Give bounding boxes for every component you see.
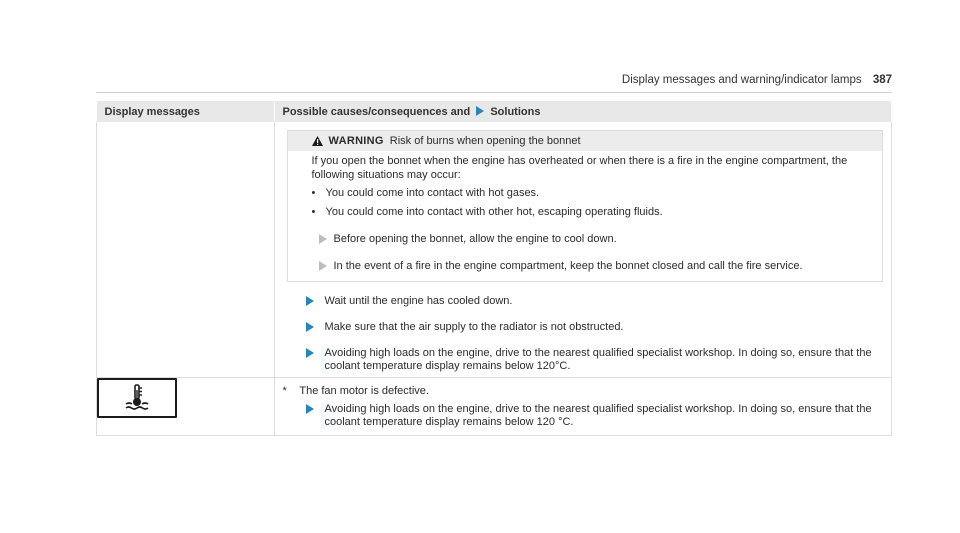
page-header-title: Display messages and warning/indicator lamps [621,74,862,86]
step-arrow-icon [319,234,327,244]
note-text: The fan motor is defective. [299,385,429,397]
warning-title-text: Risk of burns when opening the bonnet [389,135,581,147]
step-arrow-icon [319,261,327,271]
column-header-causes-solutions [274,101,892,122]
table-row [97,122,892,378]
list-item [312,206,873,220]
cause-note [275,378,892,398]
page-number: 387 [872,74,892,86]
bullet-icon: • [311,187,316,199]
solutions-cell [274,122,892,378]
list-item [312,187,873,201]
warning-label: WARNING [328,135,384,147]
bullet-icon: • [311,205,316,218]
step-text: In the event of a fire in the engine compartment, keep the bonnet closed and call the fire service. [333,260,803,272]
warning-intro: If you open the bonnet when the engine has overheated or when there is a fire in the engine compartment, the following situations may occur: [311,155,848,181]
coolant-temperature-icon [97,378,177,418]
step-text: Avoiding high loads on the engine, drive to the nearest qualified specialist workshop. In doing so, ensure that the coolant temperature display remains below 120°C. [321,347,884,373]
warning-header [288,131,883,151]
arrow-right-icon [476,106,484,116]
note-marker: * [282,385,287,397]
action-step [299,321,884,334]
table-row [97,378,892,436]
action-steps [275,295,892,377]
solutions-cell [274,378,892,436]
column-header-prefix: Possible causes/consequences and [282,106,471,118]
step-text: Wait until the engine has cooled down. [324,295,513,307]
page-header [96,74,892,93]
bullet-text: You could come into contact with other hot, escaping operating fluids. [325,205,663,218]
warning-step [312,260,873,273]
step-text: Before opening the bonnet, allow the engine to cool down. [333,233,617,245]
step-arrow-icon [306,404,314,414]
action-step [299,403,884,429]
thermometer-icon [124,384,150,412]
bullet-text: You could come into contact with hot gases. [325,187,540,199]
display-message-cell [97,378,275,436]
warning-box [287,130,884,282]
display-message-cell-empty [97,122,275,378]
step-arrow-icon [306,322,314,332]
warning-body [288,151,883,273]
step-text: Avoiding high loads on the engine, drive to the nearest qualified specialist workshop. In doing so, ensure that the coolant temperature display remains below 120 °C. [321,403,884,429]
column-header-display-messages: Display messages [97,101,275,122]
display-messages-table [96,101,892,436]
warning-step [312,233,873,246]
column-header-suffix: Solutions [490,106,541,118]
warning-triangle-icon [312,136,323,146]
action-steps [275,403,892,435]
action-step [299,347,884,373]
step-arrow-icon [306,296,314,306]
step-text: Make sure that the air supply to the radiator is not obstructed. [324,321,624,333]
step-arrow-icon [306,348,314,358]
table-header-row [97,101,892,122]
action-step [299,295,884,308]
